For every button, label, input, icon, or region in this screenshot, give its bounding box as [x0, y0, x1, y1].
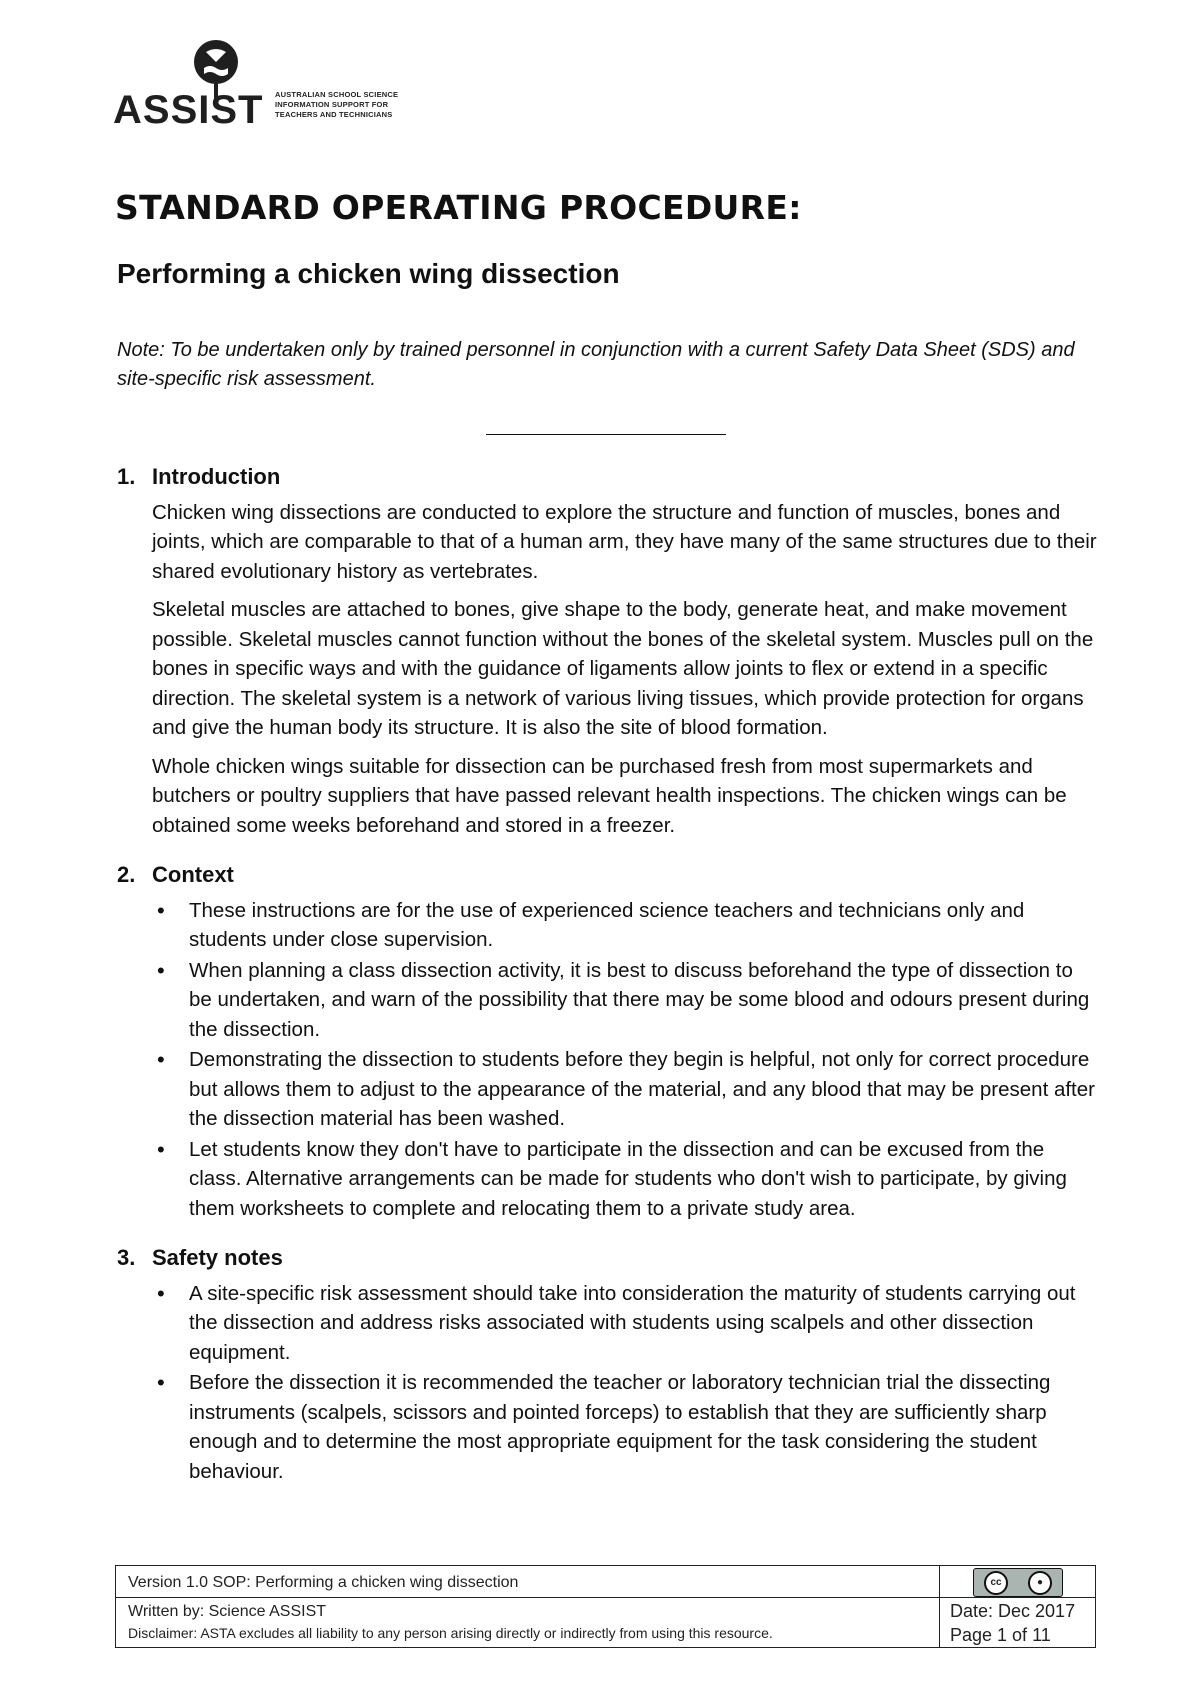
section-number: 3.	[117, 1245, 136, 1270]
attribution-icon: ●	[1028, 1571, 1052, 1595]
list-item: • When planning a class dissection activity, it is best to discuss beforehand the type of dissection to be undertaken, and warn of the possibility that there may be some blood and odours present during the dissection.	[152, 956, 1097, 1045]
page-footer	[115, 1565, 1096, 1648]
assist-logo	[113, 38, 399, 132]
footer-meta	[940, 1566, 1095, 1647]
footer-author: Written by: Science ASSIST	[128, 1603, 327, 1620]
section-heading	[117, 462, 1097, 492]
bullet-list	[152, 1279, 1097, 1487]
cc-by-icon	[973, 1568, 1063, 1597]
logo-tagline: AUSTRALIAN SCHOOL SCIENCE INFORMATION SUPPORT FOR TEACHERS AND TECHNICIANS	[275, 90, 399, 119]
section-number: 2.	[117, 862, 136, 887]
section-context	[117, 860, 1097, 1223]
logo-wordmark: ASSIST	[113, 88, 264, 132]
footer-disclaimer: Disclaimer: ASTA excludes all liability to any person arising directly or indirectly from using this resource.	[128, 1625, 773, 1641]
section-safety-notes	[117, 1243, 1097, 1486]
section-number: 1.	[117, 464, 136, 489]
page-subtitle: Performing a chicken wing dissection	[117, 258, 620, 289]
page-title: STANDARD OPERATING PROCEDURE:	[115, 188, 802, 227]
footer-divider	[116, 1597, 939, 1598]
section-title: Safety notes	[152, 1245, 283, 1270]
list-item: • Demonstrating the dissection to students before they begin is helpful, not only for correct procedure but allows them to adjust to the appearance of the material, and any blood that may be present after the dissection material has been washed.	[152, 1045, 1097, 1134]
paragraph: Skeletal muscles are attached to bones, give shape to the body, generate heat, and make movement possible. Skeletal muscles cannot function without the bones of the skeletal system. Muscles pull on the bones in specific ways and with the guidance of ligaments allow joints to flex or extend in a specific direction. The skeletal system is a network of various living tissues, which provide protection for organs and give the human body its structure. It is also the site of blood formation.	[152, 598, 1094, 739]
section-introduction	[117, 462, 1097, 840]
footer-date-box	[940, 1597, 1095, 1647]
usage-note: Note: To be undertaken only by trained personnel in conjunction with a current Safety Data Sheet (SDS) and site-specific risk assessment.	[117, 339, 1075, 390]
section-heading	[117, 860, 1097, 890]
footer-date: Date: Dec 2017	[950, 1601, 1076, 1621]
footer-version: Version 1.0 SOP: Performing a chicken wing dissection	[128, 1574, 519, 1591]
list-item: • Let students know they don't have to participate in the dissection and can be excused from the class. Alternative arrangements can be made for students who don't wish to participate, by giving them worksheets to complete and relocating them to a private study area.	[152, 1135, 1097, 1224]
section-title: Context	[152, 862, 234, 887]
paragraph: Whole chicken wings suitable for dissection can be purchased fresh from most supermarkets and butchers or poultry suppliers that have passed relevant health inspections. The chicken wings can be obtained some weeks beforehand and stored in a freezer.	[152, 754, 1067, 837]
section-title: Introduction	[152, 464, 281, 489]
cc-icon: cc	[984, 1571, 1008, 1595]
paragraph: Chicken wing dissections are conducted to explore the structure and function of muscles, bones and joints, which are comparable to that of a human arm, they have many of the same structures due to their shared evolutionary history as vertebrates.	[152, 500, 1097, 583]
list-item: • A site-specific risk assessment should take into consideration the maturity of students carrying out the dissection and address risks associated with students using scalpels and other dissection equipment.	[152, 1279, 1097, 1368]
divider	[486, 434, 726, 435]
page-number: Page 1 of 11	[950, 1625, 1051, 1645]
bullet-list	[152, 896, 1097, 1224]
section-heading	[117, 1243, 1097, 1273]
list-item: • Before the dissection it is recommended the teacher or laboratory technician trial the dissecting instruments (scalpels, scissors and pointed forceps) to establish that they are sufficiently sharp enough and to determine the most appropriate equipment for the task considering the student behaviour.	[152, 1368, 1097, 1486]
document-body	[117, 462, 1097, 1492]
footer-info	[116, 1566, 940, 1647]
list-item: • These instructions are for the use of experienced science teachers and technicians only and students under close supervision.	[152, 896, 1097, 955]
